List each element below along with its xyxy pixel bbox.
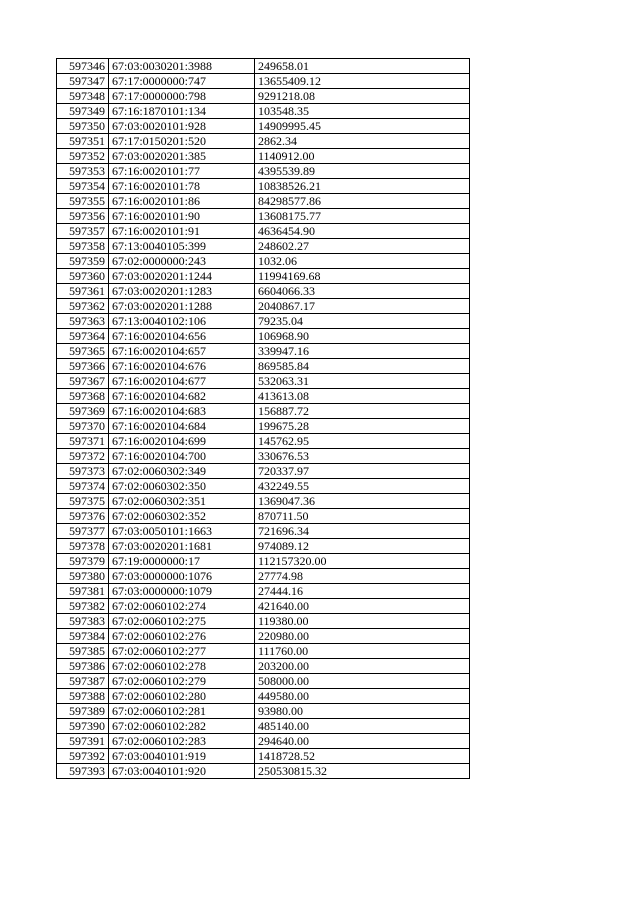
cadastral-number-cell: 67:16:0020101:78 xyxy=(109,179,255,194)
cadastral-number-cell: 67:02:0060102:280 xyxy=(109,689,255,704)
id-cell: 597381 xyxy=(57,584,109,599)
id-cell: 597350 xyxy=(57,119,109,134)
cadastral-number-cell: 67:16:0020104:656 xyxy=(109,329,255,344)
table-row xyxy=(57,419,470,434)
value-cell: 106968.90 xyxy=(255,329,470,344)
cadastral-number-cell: 67:16:0020104:657 xyxy=(109,344,255,359)
cadastral-number-cell: 67:03:0020201:1288 xyxy=(109,299,255,314)
id-cell: 597372 xyxy=(57,449,109,464)
cadastral-number-cell: 67:02:0060102:279 xyxy=(109,674,255,689)
table-row xyxy=(57,269,470,284)
id-cell: 597360 xyxy=(57,269,109,284)
table-row xyxy=(57,314,470,329)
table-row xyxy=(57,719,470,734)
cadastral-number-cell: 67:03:0050101:1663 xyxy=(109,524,255,539)
id-cell: 597389 xyxy=(57,704,109,719)
table-row xyxy=(57,284,470,299)
id-cell: 597385 xyxy=(57,644,109,659)
id-cell: 597393 xyxy=(57,764,109,779)
table-row xyxy=(57,539,470,554)
table-row xyxy=(57,524,470,539)
table-row xyxy=(57,509,470,524)
value-cell: 112157320.00 xyxy=(255,554,470,569)
id-cell: 597369 xyxy=(57,404,109,419)
id-cell: 597374 xyxy=(57,479,109,494)
table-row xyxy=(57,659,470,674)
id-cell: 597362 xyxy=(57,299,109,314)
table-row xyxy=(57,374,470,389)
cadastral-number-cell: 67:16:0020101:91 xyxy=(109,224,255,239)
id-cell: 597363 xyxy=(57,314,109,329)
value-cell: 2040867.17 xyxy=(255,299,470,314)
table-row xyxy=(57,554,470,569)
value-cell: 145762.95 xyxy=(255,434,470,449)
table-row xyxy=(57,74,470,89)
id-cell: 597370 xyxy=(57,419,109,434)
id-cell: 597390 xyxy=(57,719,109,734)
value-cell: 13608175.77 xyxy=(255,209,470,224)
value-cell: 870711.50 xyxy=(255,509,470,524)
id-cell: 597359 xyxy=(57,254,109,269)
value-cell: 720337.97 xyxy=(255,464,470,479)
cadastral-number-cell: 67:02:0060102:281 xyxy=(109,704,255,719)
table-row xyxy=(57,674,470,689)
id-cell: 597365 xyxy=(57,344,109,359)
table-row xyxy=(57,644,470,659)
value-cell: 27774.98 xyxy=(255,569,470,584)
value-cell: 250530815.32 xyxy=(255,764,470,779)
table-row xyxy=(57,134,470,149)
table-row xyxy=(57,164,470,179)
value-cell: 84298577.86 xyxy=(255,194,470,209)
id-cell: 597353 xyxy=(57,164,109,179)
value-cell: 413613.08 xyxy=(255,389,470,404)
value-cell: 1140912.00 xyxy=(255,149,470,164)
id-cell: 597373 xyxy=(57,464,109,479)
cadastral-number-cell: 67:16:0020101:86 xyxy=(109,194,255,209)
cadastral-number-cell: 67:16:0020104:700 xyxy=(109,449,255,464)
id-cell: 597366 xyxy=(57,359,109,374)
cadastral-number-cell: 67:02:0060102:274 xyxy=(109,599,255,614)
cadastral-number-cell: 67:03:0040101:919 xyxy=(109,749,255,764)
value-cell: 156887.72 xyxy=(255,404,470,419)
id-cell: 597375 xyxy=(57,494,109,509)
value-cell: 721696.34 xyxy=(255,524,470,539)
table-row xyxy=(57,104,470,119)
cadastral-number-cell: 67:02:0060102:275 xyxy=(109,614,255,629)
cadastral-number-cell: 67:02:0060102:282 xyxy=(109,719,255,734)
id-cell: 597355 xyxy=(57,194,109,209)
id-cell: 597382 xyxy=(57,599,109,614)
cadastral-number-cell: 67:16:0020101:90 xyxy=(109,209,255,224)
table-row xyxy=(57,224,470,239)
value-cell: 249658.01 xyxy=(255,59,470,74)
table-row xyxy=(57,479,470,494)
id-cell: 597388 xyxy=(57,689,109,704)
cadastral-number-cell: 67:13:0040105:399 xyxy=(109,239,255,254)
value-cell: 248602.27 xyxy=(255,239,470,254)
value-cell: 93980.00 xyxy=(255,704,470,719)
table-row xyxy=(57,629,470,644)
id-cell: 597377 xyxy=(57,524,109,539)
id-cell: 597387 xyxy=(57,674,109,689)
value-cell: 330676.53 xyxy=(255,449,470,464)
id-cell: 597392 xyxy=(57,749,109,764)
table-row xyxy=(57,464,470,479)
value-cell: 27444.16 xyxy=(255,584,470,599)
value-cell: 1032.06 xyxy=(255,254,470,269)
value-cell: 103548.35 xyxy=(255,104,470,119)
cadastral-number-cell: 67:02:0000000:243 xyxy=(109,254,255,269)
id-cell: 597380 xyxy=(57,569,109,584)
table-row xyxy=(57,734,470,749)
table-row xyxy=(57,449,470,464)
table-row xyxy=(57,569,470,584)
cadastral-number-cell: 67:03:0000000:1076 xyxy=(109,569,255,584)
cadastral-number-cell: 67:03:0030201:3988 xyxy=(109,59,255,74)
table-row xyxy=(57,254,470,269)
cadastral-number-cell: 67:03:0040101:920 xyxy=(109,764,255,779)
value-cell: 119380.00 xyxy=(255,614,470,629)
table-row xyxy=(57,749,470,764)
id-cell: 597383 xyxy=(57,614,109,629)
records-table-body xyxy=(57,59,470,779)
table-row xyxy=(57,434,470,449)
table-row xyxy=(57,404,470,419)
cadastral-number-cell: 67:03:0020201:385 xyxy=(109,149,255,164)
value-cell: 1418728.52 xyxy=(255,749,470,764)
cadastral-number-cell: 67:13:0040102:106 xyxy=(109,314,255,329)
id-cell: 597386 xyxy=(57,659,109,674)
value-cell: 339947.16 xyxy=(255,344,470,359)
id-cell: 597352 xyxy=(57,149,109,164)
id-cell: 597351 xyxy=(57,134,109,149)
table-row xyxy=(57,494,470,509)
value-cell: 508000.00 xyxy=(255,674,470,689)
id-cell: 597358 xyxy=(57,239,109,254)
cadastral-number-cell: 67:16:1870101:134 xyxy=(109,104,255,119)
table-row xyxy=(57,764,470,779)
id-cell: 597346 xyxy=(57,59,109,74)
table-row xyxy=(57,239,470,254)
value-cell: 1369047.36 xyxy=(255,494,470,509)
cadastral-number-cell: 67:16:0020104:677 xyxy=(109,374,255,389)
value-cell: 199675.28 xyxy=(255,419,470,434)
table-row xyxy=(57,209,470,224)
table-row xyxy=(57,179,470,194)
id-cell: 597354 xyxy=(57,179,109,194)
id-cell: 597379 xyxy=(57,554,109,569)
value-cell: 9291218.08 xyxy=(255,89,470,104)
cadastral-number-cell: 67:16:0020104:682 xyxy=(109,389,255,404)
value-cell: 974089.12 xyxy=(255,539,470,554)
value-cell: 10838526.21 xyxy=(255,179,470,194)
id-cell: 597357 xyxy=(57,224,109,239)
value-cell: 4636454.90 xyxy=(255,224,470,239)
table-row xyxy=(57,59,470,74)
cadastral-number-cell: 67:03:0020201:1681 xyxy=(109,539,255,554)
cadastral-number-cell: 67:16:0020104:676 xyxy=(109,359,255,374)
value-cell: 432249.55 xyxy=(255,479,470,494)
value-cell: 2862.34 xyxy=(255,134,470,149)
table-row xyxy=(57,89,470,104)
cadastral-number-cell: 67:02:0060102:277 xyxy=(109,644,255,659)
value-cell: 13655409.12 xyxy=(255,74,470,89)
table-row xyxy=(57,389,470,404)
cadastral-number-cell: 67:02:0060302:349 xyxy=(109,464,255,479)
cadastral-number-cell: 67:02:0060302:351 xyxy=(109,494,255,509)
table-row xyxy=(57,194,470,209)
id-cell: 597376 xyxy=(57,509,109,524)
cadastral-number-cell: 67:02:0060102:276 xyxy=(109,629,255,644)
value-cell: 203200.00 xyxy=(255,659,470,674)
value-cell: 449580.00 xyxy=(255,689,470,704)
value-cell: 294640.00 xyxy=(255,734,470,749)
value-cell: 421640.00 xyxy=(255,599,470,614)
id-cell: 597348 xyxy=(57,89,109,104)
table-row xyxy=(57,584,470,599)
cadastral-number-cell: 67:16:0020104:684 xyxy=(109,419,255,434)
table-row xyxy=(57,329,470,344)
id-cell: 597364 xyxy=(57,329,109,344)
cadastral-number-cell: 67:03:0020101:928 xyxy=(109,119,255,134)
cadastral-number-cell: 67:17:0000000:747 xyxy=(109,74,255,89)
cadastral-number-cell: 67:17:0150201:520 xyxy=(109,134,255,149)
table-row xyxy=(57,119,470,134)
value-cell: 111760.00 xyxy=(255,644,470,659)
id-cell: 597356 xyxy=(57,209,109,224)
cadastral-number-cell: 67:02:0060102:283 xyxy=(109,734,255,749)
id-cell: 597391 xyxy=(57,734,109,749)
id-cell: 597349 xyxy=(57,104,109,119)
cadastral-number-cell: 67:03:0020201:1244 xyxy=(109,269,255,284)
id-cell: 597361 xyxy=(57,284,109,299)
value-cell: 14909995.45 xyxy=(255,119,470,134)
cadastral-number-cell: 67:17:0000000:798 xyxy=(109,89,255,104)
id-cell: 597378 xyxy=(57,539,109,554)
cadastral-number-cell: 67:16:0020104:683 xyxy=(109,404,255,419)
cadastral-number-cell: 67:16:0020101:77 xyxy=(109,164,255,179)
cadastral-number-cell: 67:02:0060302:350 xyxy=(109,479,255,494)
cadastral-number-cell: 67:19:0000000:17 xyxy=(109,554,255,569)
cadastral-number-cell: 67:16:0020104:699 xyxy=(109,434,255,449)
cadastral-number-cell: 67:03:0020201:1283 xyxy=(109,284,255,299)
table-row xyxy=(57,149,470,164)
value-cell: 4395539.89 xyxy=(255,164,470,179)
id-cell: 597384 xyxy=(57,629,109,644)
table-row xyxy=(57,359,470,374)
value-cell: 220980.00 xyxy=(255,629,470,644)
value-cell: 79235.04 xyxy=(255,314,470,329)
table-row xyxy=(57,299,470,314)
id-cell: 597367 xyxy=(57,374,109,389)
id-cell: 597368 xyxy=(57,389,109,404)
id-cell: 597371 xyxy=(57,434,109,449)
table-row xyxy=(57,704,470,719)
records-table xyxy=(56,58,470,779)
cadastral-number-cell: 67:02:0060102:278 xyxy=(109,659,255,674)
value-cell: 532063.31 xyxy=(255,374,470,389)
table-row xyxy=(57,344,470,359)
cadastral-number-cell: 67:03:0000000:1079 xyxy=(109,584,255,599)
cadastral-number-cell: 67:02:0060302:352 xyxy=(109,509,255,524)
table-row xyxy=(57,689,470,704)
value-cell: 6604066.33 xyxy=(255,284,470,299)
table-row xyxy=(57,599,470,614)
value-cell: 869585.84 xyxy=(255,359,470,374)
value-cell: 11994169.68 xyxy=(255,269,470,284)
table-row xyxy=(57,614,470,629)
id-cell: 597347 xyxy=(57,74,109,89)
value-cell: 485140.00 xyxy=(255,719,470,734)
